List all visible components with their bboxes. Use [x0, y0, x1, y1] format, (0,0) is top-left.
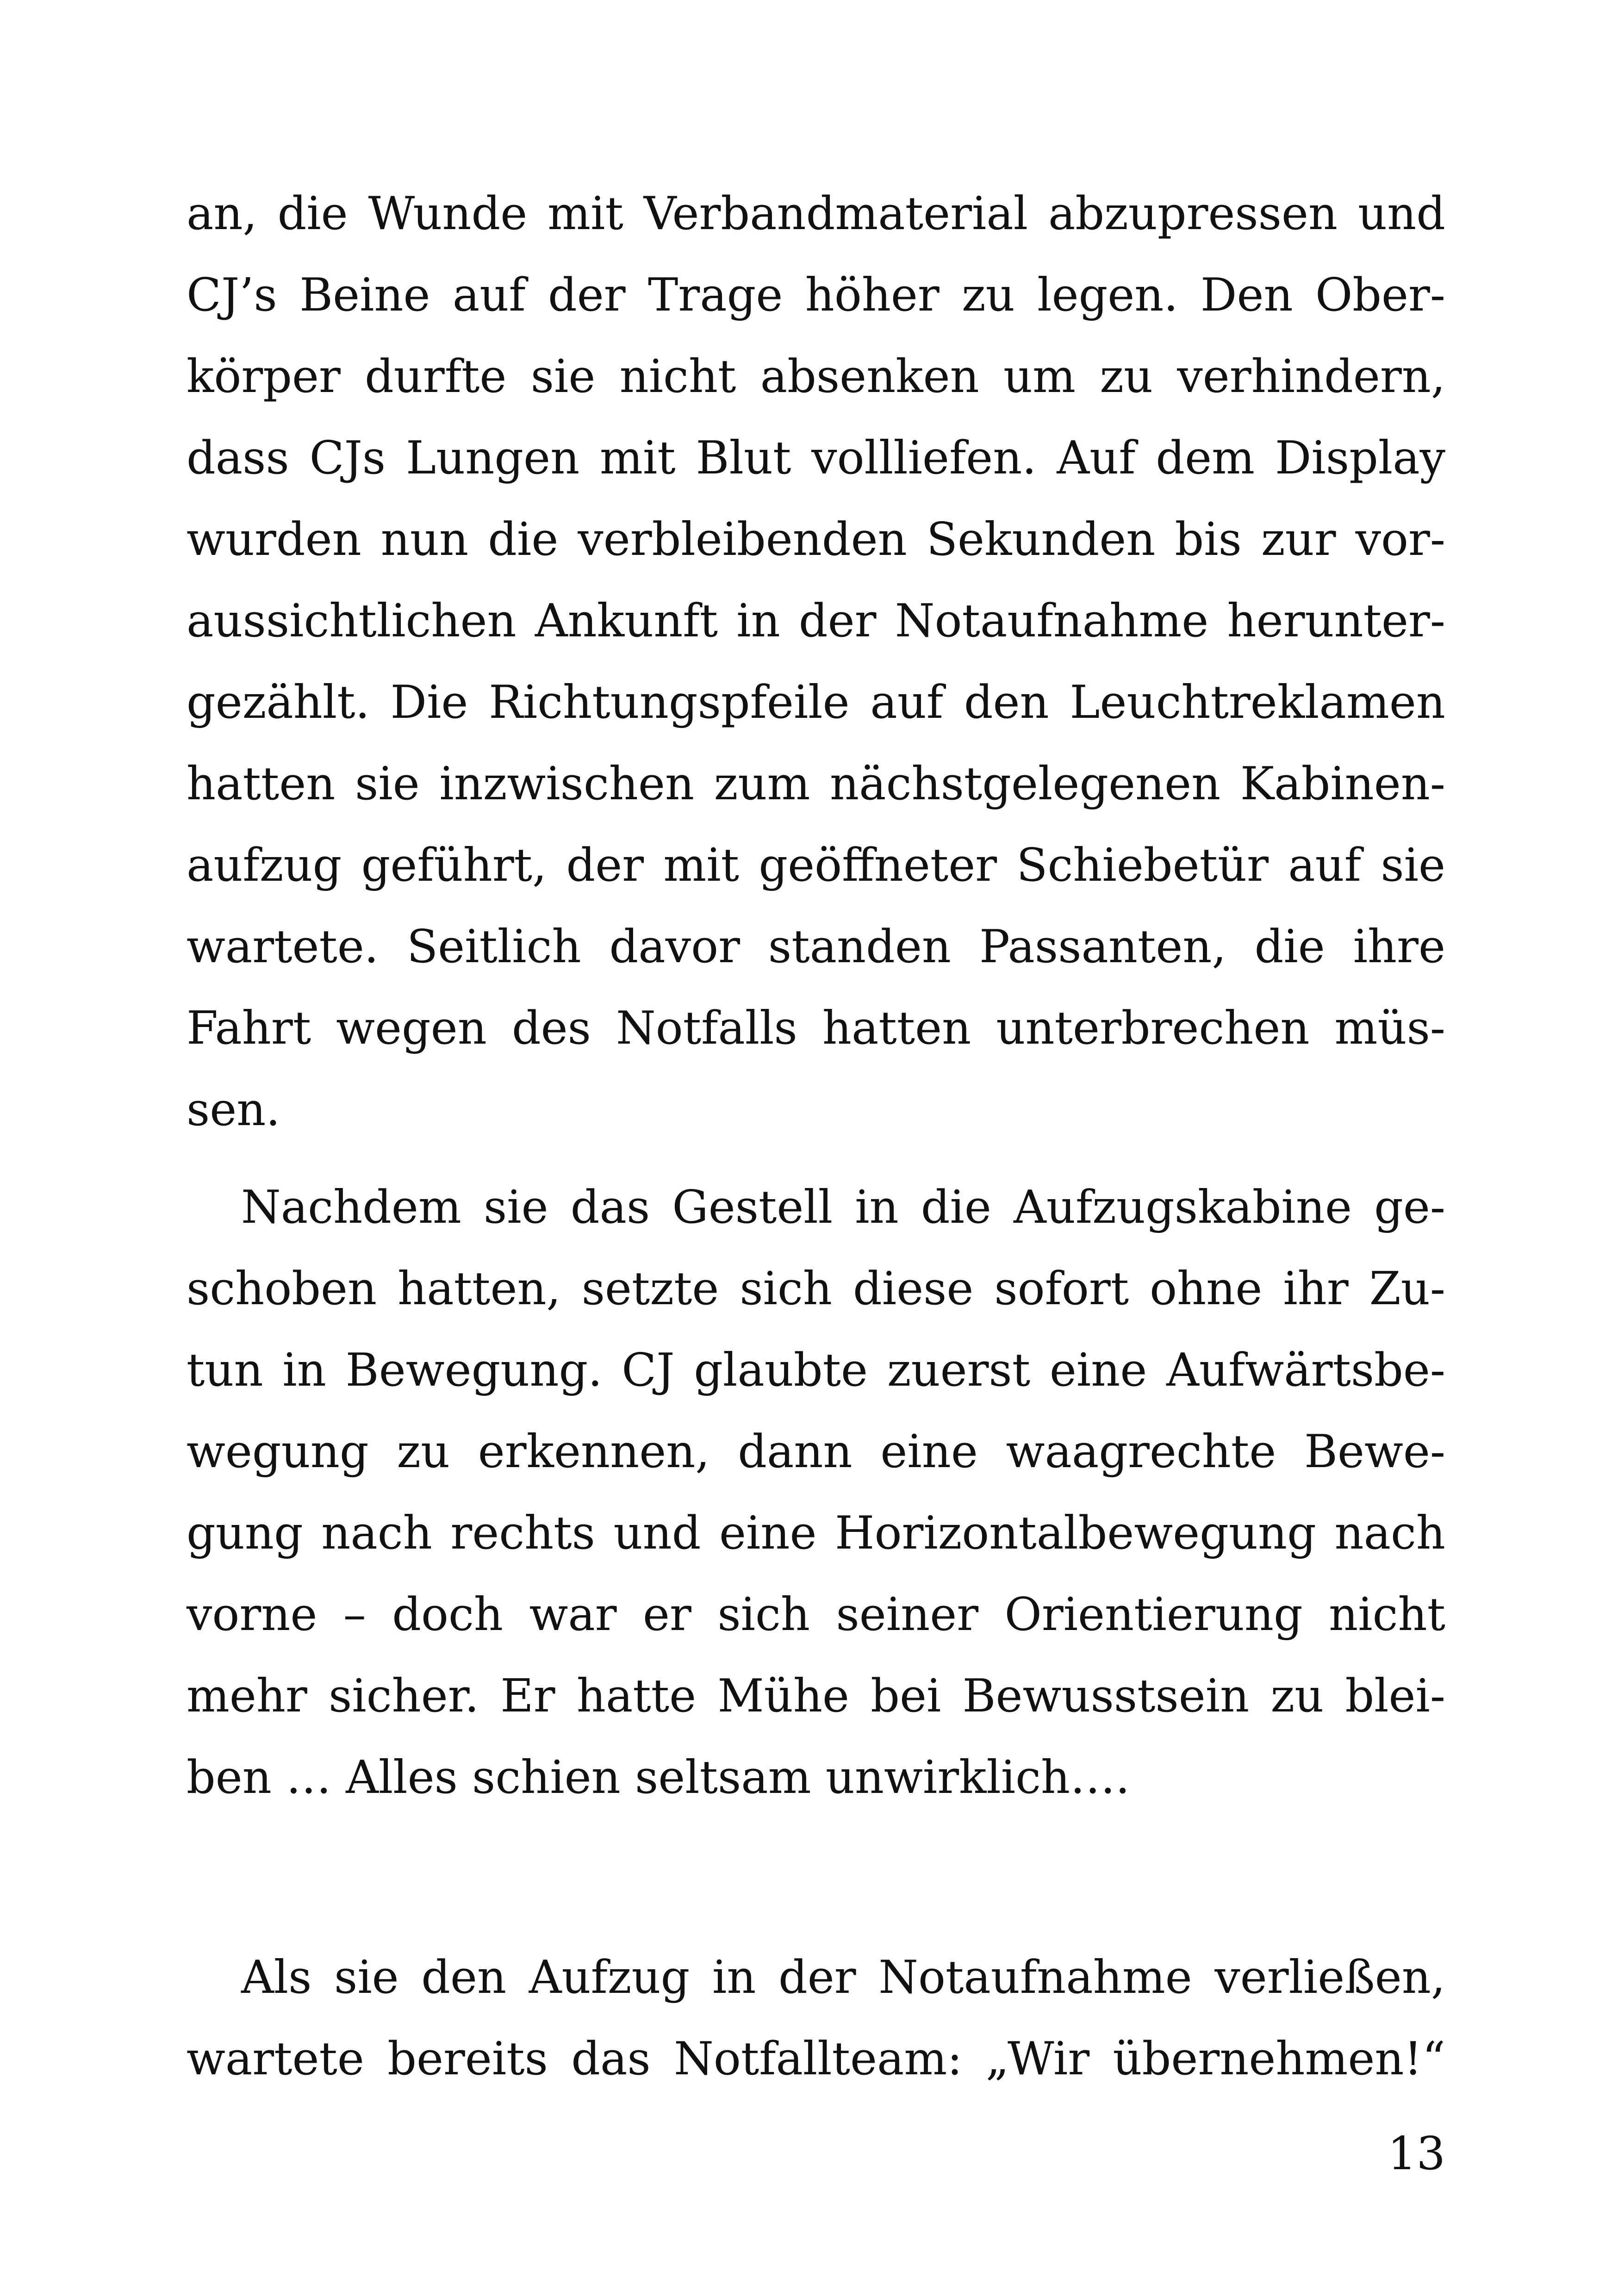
text-line: wurden nun die verbleibenden Sekunden bis zur vor-: [187, 513, 1445, 566]
text-line: Fahrt wegen des Notfalls hatten unterbrechen müs-: [187, 1002, 1445, 1055]
text-line: gezählt. Die Richtungspfeile auf den Leuchtreklamen: [187, 676, 1445, 729]
text-line: Nachdem sie das Gestell in die Aufzugskabine ge-: [241, 1181, 1445, 1234]
text-line: aussichtlichen Ankunft in der Notaufnahme herunter-: [187, 595, 1445, 647]
text-line: hatten sie inzwischen zum nächstgelegenen Kabinen-: [187, 758, 1445, 810]
text-line: tun in Bewegung. CJ glaubte zuerst eine Aufwärtsbe-: [187, 1344, 1445, 1397]
text-line: vorne – doch war er sich seiner Orientierung nicht: [187, 1588, 1445, 1641]
text-line: dass CJs Lungen mit Blut vollliefen. Auf dem Display: [187, 432, 1445, 485]
text-line: aufzug geführt, der mit geöffneter Schiebetür auf sie: [187, 839, 1445, 892]
text-line: wartete bereits das Notfallteam: „Wir übernehmen!“: [187, 2033, 1445, 2085]
text-line: ben … Alles schien seltsam unwirklich….: [187, 1751, 1130, 1804]
text-line: Als sie den Aufzug in der Notaufnahme verließen,: [241, 1951, 1445, 2004]
text-line: wegung zu erkennen, dann eine waagrechte Bewe-: [187, 1425, 1445, 1478]
text-line: körper durfte sie nicht absenken um zu verhindern,: [187, 350, 1445, 403]
text-line: an, die Wunde mit Verbandmaterial abzupressen und: [187, 187, 1445, 240]
page-number: 13: [1388, 2128, 1445, 2180]
text-line: gung nach rechts und eine Horizontalbewegung nach: [187, 1507, 1445, 1560]
text-line: sen.: [187, 1083, 280, 1136]
text-line: wartete. Seitlich davor standen Passanten, die ihre: [187, 921, 1445, 973]
text-line: mehr sicher. Er hatte Mühe bei Bewusstsein zu blei-: [187, 1670, 1445, 1723]
text-line: CJ’s Beine auf der Trage höher zu legen. Den Ober-: [187, 269, 1445, 322]
text-line: schoben hatten, setzte sich diese sofort ohne ihr Zu-: [187, 1263, 1445, 1315]
